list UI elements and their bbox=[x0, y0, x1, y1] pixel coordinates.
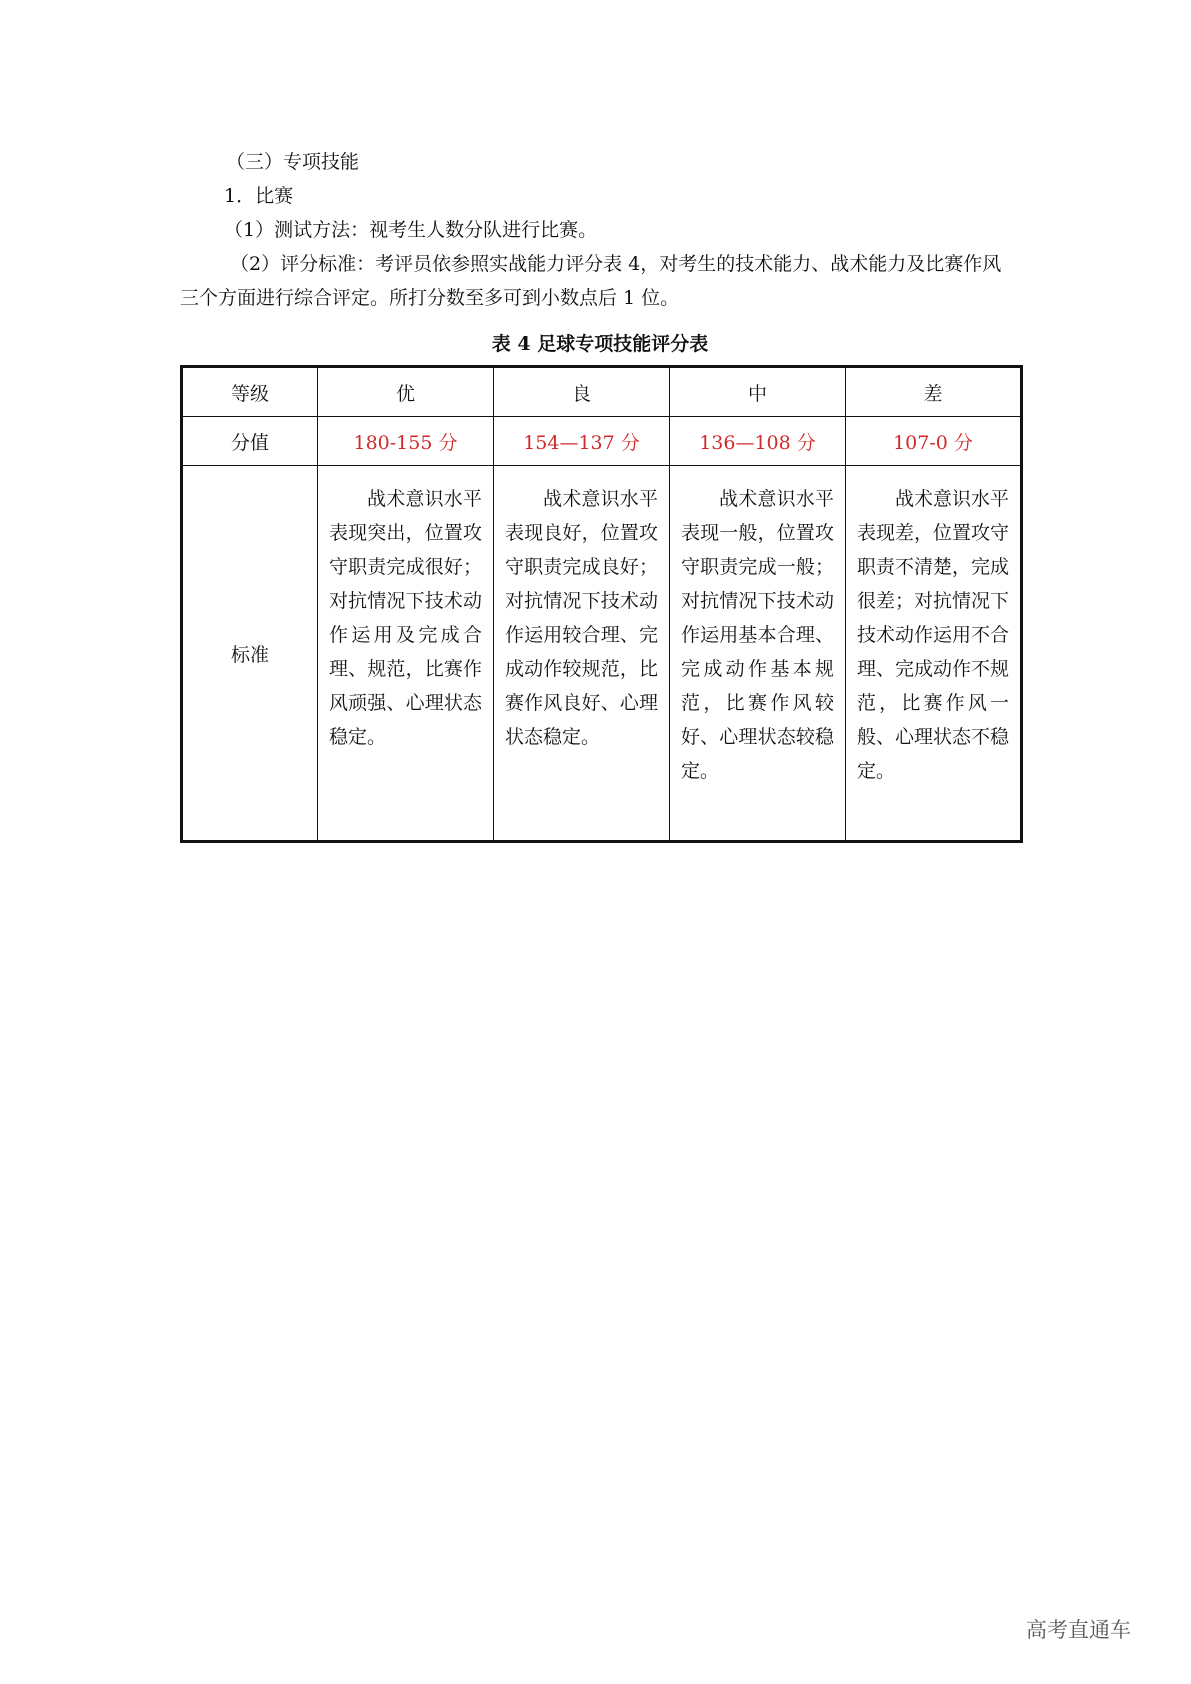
standard-text-good: 战术意识水平表现良好，位置攻守职责完成良好；对抗情况下技术动作运用较合理、完成动作较规范，比赛作风良好、心理状态稳定。 bbox=[505, 488, 658, 748]
header-cell-poor: 差 bbox=[846, 367, 1022, 417]
standard-cell-good bbox=[494, 466, 670, 842]
standard-cell-poor bbox=[846, 466, 1022, 842]
header-cell-medium: 中 bbox=[670, 367, 846, 417]
standard-text-excellent: 战术意识水平表现突出，位置攻守职责完成很好；对抗情况下技术动作运用及完成合理、规范，比赛作风顽强、心理状态稳定。 bbox=[329, 488, 482, 748]
section-heading: （三）专项技能 bbox=[226, 151, 360, 173]
table-row-standard bbox=[182, 466, 1022, 842]
paragraph-scoring-standard: （2）评分标准：考评员依参照实战能力评分表 4，对考生的技术能力、战术能力及比赛作风三个方面进行综合评定。所打分数至多可到小数点后 1 位。 bbox=[180, 253, 1002, 309]
table-row-score bbox=[182, 417, 1022, 466]
score-cell-poor: 107-0 分 bbox=[846, 417, 1022, 466]
score-label-cell: 分值 bbox=[182, 417, 318, 466]
standard-cell-medium bbox=[670, 466, 846, 842]
paragraph-test-method: （1）测试方法：视考生人数分队进行比赛。 bbox=[224, 219, 598, 241]
standard-cell-excellent bbox=[318, 466, 494, 842]
table-caption: 表 4 足球专项技能评分表 bbox=[491, 333, 709, 355]
header-cell-grade: 等级 bbox=[182, 367, 318, 417]
score-cell-good: 154—137 分 bbox=[494, 417, 670, 466]
standard-label-cell: 标准 bbox=[182, 466, 318, 842]
score-cell-medium: 136—108 分 bbox=[670, 417, 846, 466]
document-body bbox=[180, 145, 1020, 843]
item-heading: 1．比赛 bbox=[224, 185, 294, 207]
header-cell-good: 良 bbox=[494, 367, 670, 417]
score-table bbox=[180, 365, 1023, 843]
score-cell-excellent: 180-155 分 bbox=[318, 417, 494, 466]
header-cell-excellent: 优 bbox=[318, 367, 494, 417]
table-header-row bbox=[182, 367, 1022, 417]
standard-text-medium: 战术意识水平表现一般，位置攻守职责完成一般；对抗情况下技术动作运用基本合理、完成动作基本规范，比赛作风较好、心理状态较稳定。 bbox=[681, 488, 834, 782]
watermark-text: 高考直通车 bbox=[1026, 1618, 1131, 1642]
standard-text-poor: 战术意识水平表现差，位置攻守职责不清楚，完成很差；对抗情况下技术动作运用不合理、完成动作不规范，比赛作风一般、心理状态不稳定。 bbox=[857, 488, 1010, 782]
